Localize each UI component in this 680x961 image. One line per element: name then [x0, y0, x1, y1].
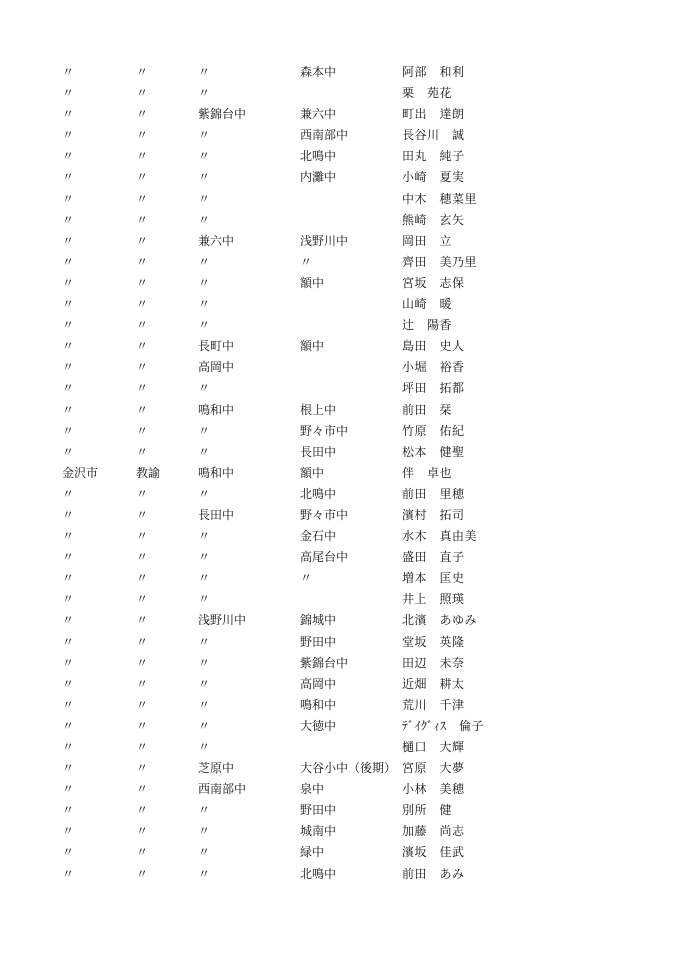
- table-row: [0, 695, 680, 716]
- from-school-cell: 〃: [198, 529, 211, 544]
- region-cell: 〃: [62, 402, 75, 417]
- from-school-cell: 〃: [198, 170, 211, 185]
- to-school-cell: 大谷小中（後期）: [300, 761, 397, 776]
- to-school-cell: 北鳴中: [300, 149, 337, 164]
- position-cell: 〃: [136, 149, 149, 164]
- position-cell: 〃: [136, 170, 149, 185]
- name-cell: 町出 達朗: [402, 107, 465, 122]
- name-cell: 小堀 裕香: [402, 360, 465, 375]
- from-school-cell: 〃: [198, 571, 211, 586]
- region-cell: 〃: [62, 128, 75, 143]
- position-cell: 〃: [136, 740, 149, 754]
- region-cell: 〃: [62, 655, 75, 670]
- from-school-cell: 〃: [198, 592, 211, 607]
- from-school-cell: 芝原中: [198, 761, 235, 776]
- table-row: [0, 737, 680, 758]
- from-school-cell: 〃: [198, 318, 211, 333]
- region-cell: 〃: [62, 423, 75, 438]
- to-school-cell: 城南中: [300, 824, 337, 839]
- name-cell: 荒川 千津: [402, 697, 465, 712]
- name-cell: 前田 里穂: [402, 486, 465, 501]
- from-school-cell: 兼六中: [198, 233, 235, 248]
- to-school-cell: 長田中: [300, 444, 337, 459]
- position-cell: 〃: [136, 191, 149, 206]
- region-cell: 〃: [62, 697, 75, 712]
- region-cell: 〃: [62, 866, 75, 881]
- region-cell: 〃: [62, 718, 75, 733]
- position-cell: 〃: [136, 697, 149, 712]
- table-row: [0, 505, 680, 526]
- region-cell: 〃: [62, 191, 75, 206]
- to-school-cell: 高岡中: [300, 676, 337, 691]
- position-cell: 〃: [136, 360, 149, 375]
- position-cell: 〃: [136, 107, 149, 122]
- from-school-cell: 西南部中: [198, 782, 247, 797]
- position-cell: 〃: [136, 233, 149, 248]
- name-cell: 田丸 純子: [402, 149, 465, 164]
- position-cell: 〃: [136, 128, 149, 143]
- position-cell: 〃: [136, 297, 149, 312]
- table-row: [0, 547, 680, 568]
- region-cell: 〃: [62, 149, 75, 164]
- table-row: [0, 400, 680, 421]
- position-cell: 〃: [136, 423, 149, 438]
- name-cell: 宮原 大夢: [402, 761, 465, 776]
- table-row: [0, 716, 680, 737]
- table-row: [0, 526, 680, 547]
- table-row: [0, 146, 680, 167]
- name-cell: 前田 栞: [402, 402, 453, 417]
- table-row: [0, 442, 680, 463]
- position-cell: 〃: [136, 571, 149, 586]
- region-cell: 〃: [62, 444, 75, 459]
- name-cell: 竹原 佑紀: [402, 423, 465, 438]
- position-cell: 〃: [136, 782, 149, 797]
- table-row: [0, 800, 680, 821]
- table-row: [0, 779, 680, 800]
- from-school-cell: 〃: [198, 191, 211, 206]
- name-cell: 山崎 暖: [402, 297, 453, 312]
- region-cell: 〃: [62, 529, 75, 544]
- to-school-cell: 野田中: [300, 803, 337, 818]
- table-row: [0, 421, 680, 442]
- from-school-cell: 紫錦台中: [198, 107, 247, 122]
- from-school-cell: 長町中: [198, 339, 235, 354]
- table-row: [0, 821, 680, 842]
- table-row: [0, 167, 680, 188]
- from-school-cell: 〃: [198, 718, 211, 733]
- from-school-cell: 浅野川中: [198, 613, 247, 628]
- name-cell: 熊崎 玄矢: [402, 212, 465, 227]
- region-cell: 〃: [62, 634, 75, 649]
- region-cell: 〃: [62, 212, 75, 227]
- table-row: [0, 864, 680, 885]
- to-school-cell: 北鳴中: [300, 486, 337, 501]
- from-school-cell: 〃: [198, 275, 211, 290]
- region-cell: 〃: [62, 592, 75, 607]
- to-school-cell: 兼六中: [300, 107, 337, 122]
- position-cell: 〃: [136, 275, 149, 290]
- position-cell: 〃: [136, 866, 149, 881]
- region-cell: 〃: [62, 86, 75, 101]
- table-row: [0, 252, 680, 273]
- name-cell: 齊田 美乃里: [402, 254, 478, 269]
- table-row: [0, 336, 680, 357]
- position-cell: 〃: [136, 845, 149, 860]
- from-school-cell: 〃: [198, 866, 211, 881]
- from-school-cell: 〃: [198, 65, 211, 79]
- name-cell: 別所 健: [402, 803, 453, 818]
- name-cell: 北濱 あゆみ: [402, 613, 478, 628]
- name-cell: 近畑 耕太: [402, 676, 465, 691]
- to-school-cell: 浅野川中: [300, 233, 349, 248]
- to-school-cell: 大徳中: [300, 718, 337, 733]
- table-row: [0, 83, 680, 104]
- name-cell: 岡田 立: [402, 233, 453, 248]
- region-cell: 〃: [62, 824, 75, 839]
- region-cell: 〃: [62, 65, 75, 79]
- transfer-list-table: [0, 62, 680, 885]
- name-cell: 中木 穂菜里: [402, 191, 478, 206]
- position-cell: 教諭: [136, 465, 161, 480]
- from-school-cell: 〃: [198, 824, 211, 839]
- region-cell: 〃: [62, 507, 75, 522]
- position-cell: 〃: [136, 803, 149, 818]
- from-school-cell: 鳴和中: [198, 465, 235, 480]
- name-cell: 坪田 拓都: [402, 381, 465, 396]
- to-school-cell: 西南部中: [300, 128, 349, 143]
- name-cell: 堂坂 英隆: [402, 634, 465, 649]
- table-row: [0, 104, 680, 125]
- from-school-cell: 〃: [198, 676, 211, 691]
- to-school-cell: 内灘中: [300, 170, 337, 185]
- position-cell: 〃: [136, 86, 149, 101]
- position-cell: 〃: [136, 592, 149, 607]
- to-school-cell: 額中: [300, 465, 325, 480]
- name-cell: 樋口 大輝: [402, 740, 465, 754]
- region-cell: 〃: [62, 170, 75, 185]
- name-cell: 増本 匡史: [402, 571, 465, 586]
- position-cell: 〃: [136, 254, 149, 269]
- position-cell: 〃: [136, 212, 149, 227]
- name-cell: ﾃﾞｲｸﾞｨｽ 倫子: [402, 718, 485, 733]
- name-cell: 井上 照瑛: [402, 592, 465, 607]
- table-row: [0, 125, 680, 146]
- table-row: [0, 632, 680, 653]
- from-school-cell: 〃: [198, 381, 211, 396]
- name-cell: 辻 陽香: [402, 318, 453, 333]
- table-row: [0, 484, 680, 505]
- from-school-cell: 〃: [198, 297, 211, 312]
- position-cell: 〃: [136, 529, 149, 544]
- region-cell: 〃: [62, 275, 75, 290]
- to-school-cell: 額中: [300, 275, 325, 290]
- region-cell: 〃: [62, 782, 75, 797]
- region-cell: 〃: [62, 761, 75, 776]
- to-school-cell: 野田中: [300, 634, 337, 649]
- position-cell: 〃: [136, 402, 149, 417]
- from-school-cell: 〃: [198, 655, 211, 670]
- to-school-cell: 泉中: [300, 782, 325, 797]
- name-cell: 伴 卓也: [402, 465, 453, 480]
- table-row: [0, 589, 680, 610]
- region-cell: 〃: [62, 845, 75, 860]
- name-cell: 松本 健聖: [402, 444, 465, 459]
- name-cell: 島田 史人: [402, 339, 465, 354]
- table-row: [0, 463, 680, 484]
- position-cell: 〃: [136, 65, 149, 79]
- from-school-cell: 高岡中: [198, 360, 235, 375]
- position-cell: 〃: [136, 550, 149, 565]
- to-school-cell: 根上中: [300, 402, 337, 417]
- name-cell: 盛田 直子: [402, 550, 465, 565]
- table-row: [0, 62, 680, 83]
- region-cell: 〃: [62, 318, 75, 333]
- from-school-cell: 〃: [198, 86, 211, 101]
- from-school-cell: 〃: [198, 803, 211, 818]
- region-cell: 〃: [62, 550, 75, 565]
- from-school-cell: 〃: [198, 128, 211, 143]
- region-cell: 〃: [62, 613, 75, 628]
- region-cell: 〃: [62, 339, 75, 354]
- to-school-cell: 鳴和中: [300, 697, 337, 712]
- region-cell: 〃: [62, 676, 75, 691]
- from-school-cell: 〃: [198, 212, 211, 227]
- to-school-cell: 紫錦台中: [300, 655, 349, 670]
- position-cell: 〃: [136, 655, 149, 670]
- region-cell: 〃: [62, 107, 75, 122]
- position-cell: 〃: [136, 718, 149, 733]
- region-cell: 〃: [62, 297, 75, 312]
- from-school-cell: 〃: [198, 740, 211, 754]
- position-cell: 〃: [136, 613, 149, 628]
- from-school-cell: 鳴和中: [198, 402, 235, 417]
- table-row: [0, 568, 680, 589]
- from-school-cell: 〃: [198, 254, 211, 269]
- from-school-cell: 〃: [198, 550, 211, 565]
- position-cell: 〃: [136, 318, 149, 333]
- from-school-cell: 〃: [198, 845, 211, 860]
- region-cell: 〃: [62, 803, 75, 818]
- region-cell: 〃: [62, 360, 75, 375]
- position-cell: 〃: [136, 761, 149, 776]
- name-cell: 阿部 和利: [402, 65, 465, 79]
- name-cell: 水木 真由美: [402, 529, 478, 544]
- position-cell: 〃: [136, 444, 149, 459]
- position-cell: 〃: [136, 381, 149, 396]
- region-cell: 〃: [62, 486, 75, 501]
- region-cell: 〃: [62, 233, 75, 248]
- name-cell: 栗 苑花: [402, 86, 453, 101]
- name-cell: 田辺 未奈: [402, 655, 465, 670]
- region-cell: 〃: [62, 381, 75, 396]
- from-school-cell: 〃: [198, 697, 211, 712]
- table-row: [0, 189, 680, 210]
- name-cell: 前田 あみ: [402, 866, 465, 881]
- position-cell: 〃: [136, 676, 149, 691]
- table-row: [0, 357, 680, 378]
- region-cell: 〃: [62, 254, 75, 269]
- to-school-cell: 錦城中: [300, 613, 337, 628]
- table-row: [0, 210, 680, 231]
- name-cell: 宮坂 志保: [402, 275, 465, 290]
- position-cell: 〃: [136, 507, 149, 522]
- table-row: [0, 842, 680, 863]
- from-school-cell: 〃: [198, 149, 211, 164]
- position-cell: 〃: [136, 486, 149, 501]
- region-cell: 〃: [62, 571, 75, 586]
- region-cell: 金沢市: [62, 465, 99, 480]
- table-row: [0, 674, 680, 695]
- from-school-cell: 〃: [198, 486, 211, 501]
- from-school-cell: 〃: [198, 423, 211, 438]
- to-school-cell: 野々市中: [300, 507, 349, 522]
- table-row: [0, 315, 680, 336]
- name-cell: 濱坂 佳武: [402, 845, 465, 860]
- from-school-cell: 〃: [198, 634, 211, 649]
- from-school-cell: 長田中: [198, 507, 235, 522]
- to-school-cell: 北鳴中: [300, 866, 337, 881]
- table-row: [0, 610, 680, 631]
- to-school-cell: 森本中: [300, 65, 337, 79]
- position-cell: 〃: [136, 634, 149, 649]
- to-school-cell: 〃: [300, 571, 313, 586]
- to-school-cell: 野々市中: [300, 423, 349, 438]
- to-school-cell: 緑中: [300, 845, 325, 860]
- to-school-cell: 〃: [300, 254, 313, 269]
- name-cell: 濱村 拓司: [402, 507, 465, 522]
- position-cell: 〃: [136, 824, 149, 839]
- table-row: [0, 378, 680, 399]
- name-cell: 小崎 夏実: [402, 170, 465, 185]
- position-cell: 〃: [136, 339, 149, 354]
- name-cell: 小林 美穂: [402, 782, 465, 797]
- to-school-cell: 額中: [300, 339, 325, 354]
- table-row: [0, 231, 680, 252]
- name-cell: 加藤 尚志: [402, 824, 465, 839]
- table-row: [0, 294, 680, 315]
- table-row: [0, 273, 680, 294]
- name-cell: 長谷川 誠: [402, 128, 465, 143]
- region-cell: 〃: [62, 740, 75, 754]
- to-school-cell: 高尾台中: [300, 550, 349, 565]
- table-row: [0, 758, 680, 779]
- to-school-cell: 金石中: [300, 529, 337, 544]
- from-school-cell: 〃: [198, 444, 211, 459]
- table-row: [0, 653, 680, 674]
